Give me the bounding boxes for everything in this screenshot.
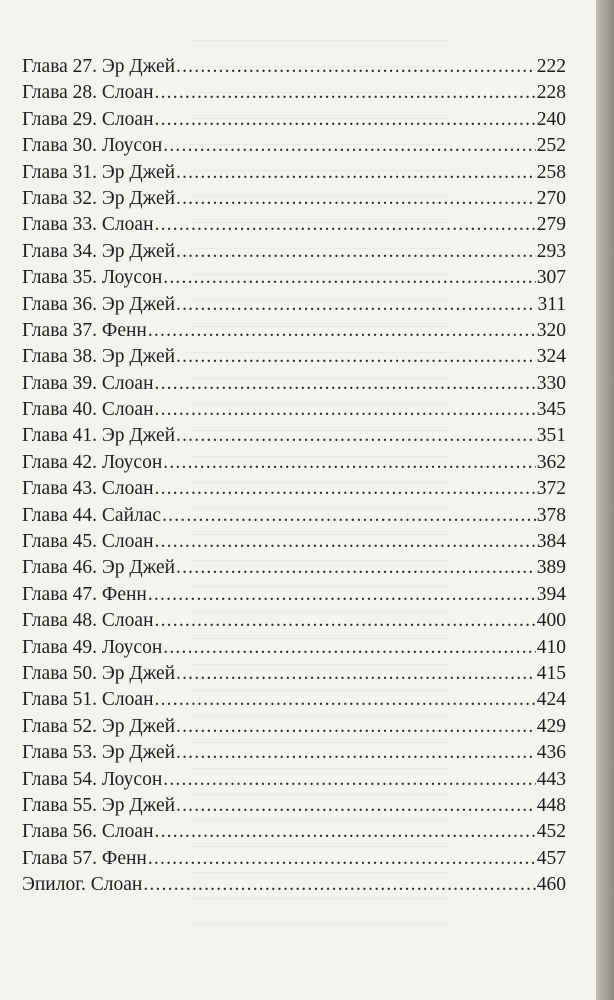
toc-entry (22, 425, 566, 451)
toc-entry-title: Глава 35. Лоусон (22, 267, 163, 289)
toc-entry-page-number: 307 (536, 267, 566, 289)
toc-entry-title: Глава 42. Лоусон (22, 451, 163, 473)
toc-dot-leader (176, 56, 536, 78)
toc-entry-title: Глава 54. Лоусон (22, 768, 163, 790)
toc-dot-leader (163, 769, 535, 791)
toc-entry-page-number: 330 (536, 372, 566, 394)
toc-entry-page-number: 320 (536, 319, 566, 341)
toc-dot-leader (176, 716, 536, 738)
toc-entry (22, 267, 566, 293)
toc-entry (22, 135, 566, 161)
toc-entry (22, 716, 566, 742)
toc-entry-page-number: 443 (536, 768, 566, 790)
toc-dot-leader (155, 610, 536, 632)
toc-entry-title: Глава 44. Сайлас (22, 504, 162, 526)
toc-entry-title: Глава 39. Слоан (22, 372, 154, 394)
toc-dot-leader (176, 188, 536, 210)
toc-entry-page-number: 252 (536, 135, 566, 157)
toc-entry-title: Глава 50. Эр Джей (22, 662, 176, 684)
toc-entry (22, 109, 566, 135)
toc-entry-title: Глава 47. Фенн (22, 583, 147, 605)
toc-entry-page-number: 452 (536, 821, 566, 843)
toc-entry-title: Глава 31. Эр Джей (22, 161, 176, 183)
toc-entry-title: Глава 40. Слоан (22, 399, 154, 421)
toc-entry (22, 399, 566, 425)
toc-dot-leader (176, 162, 536, 184)
toc-dot-leader (148, 848, 536, 870)
toc-entry (22, 742, 566, 768)
toc-entry (22, 373, 566, 399)
toc-entry (22, 663, 566, 689)
toc-entry-page-number: 240 (536, 108, 566, 130)
toc-entry-title: Эпилог. Слоан (22, 874, 143, 896)
toc-entry-page-number: 270 (536, 187, 566, 209)
toc-dot-leader (155, 373, 536, 395)
toc-entry-page-number: 415 (536, 662, 566, 684)
toc-dot-leader (143, 874, 535, 896)
toc-entry-title: Глава 33. Слоан (22, 214, 154, 236)
toc-entry-page-number: 324 (536, 346, 566, 368)
toc-dot-leader (176, 425, 536, 447)
toc-entry-page-number: 436 (536, 742, 566, 764)
toc-dot-leader (176, 557, 536, 579)
toc-dot-leader (155, 689, 536, 711)
toc-dot-leader (163, 452, 535, 474)
toc-dot-leader (176, 742, 536, 764)
toc-entry (22, 531, 566, 557)
toc-entry-title: Глава 28. Слоан (22, 82, 154, 104)
toc-dot-leader (163, 637, 535, 659)
page-edge-shadow (596, 0, 614, 1000)
toc-entry-page-number: 457 (536, 847, 566, 869)
toc-entry (22, 214, 566, 240)
toc-dot-leader (176, 346, 536, 368)
toc-entry-page-number: 424 (536, 689, 566, 711)
toc-entry-page-number: 258 (536, 161, 566, 183)
toc-entry-title: Глава 45. Слоан (22, 531, 154, 553)
toc-entry-page-number: 410 (536, 636, 566, 658)
toc-dot-leader (155, 214, 536, 236)
toc-entry-title: Глава 46. Эр Джей (22, 557, 176, 579)
toc-entry (22, 56, 566, 82)
toc-entry-page-number: 362 (536, 451, 566, 473)
toc-entry-page-number: 345 (536, 399, 566, 421)
toc-entry-title: Глава 56. Слоан (22, 821, 154, 843)
toc-entry (22, 320, 566, 346)
toc-entry (22, 637, 566, 663)
toc-entry (22, 294, 566, 320)
toc-dot-leader (148, 320, 536, 342)
toc-entry-title: Глава 57. Фенн (22, 847, 147, 869)
table-of-contents (22, 56, 566, 901)
toc-entry (22, 557, 566, 583)
toc-entry (22, 478, 566, 504)
toc-entry (22, 821, 566, 847)
toc-entry (22, 584, 566, 610)
toc-dot-leader (155, 82, 536, 104)
toc-entry-page-number: 222 (536, 56, 566, 77)
toc-entry-page-number: 279 (536, 214, 566, 236)
toc-entry (22, 610, 566, 636)
toc-entry-title: Глава 51. Слоан (22, 689, 154, 711)
toc-entry (22, 689, 566, 715)
toc-entry (22, 505, 566, 531)
toc-entry-page-number: 228 (536, 82, 566, 104)
toc-dot-leader (162, 505, 536, 527)
toc-entry-page-number: 293 (536, 240, 566, 262)
toc-dot-leader (176, 294, 536, 316)
toc-entry-page-number: 351 (536, 425, 566, 447)
toc-dot-leader (163, 135, 535, 157)
toc-entry (22, 162, 566, 188)
toc-entry-title: Глава 43. Слоан (22, 478, 154, 500)
toc-dot-leader (176, 241, 536, 263)
toc-entry-title: Глава 30. Лоусон (22, 135, 163, 157)
toc-entry-title: Глава 52. Эр Джей (22, 715, 176, 737)
toc-entry (22, 874, 566, 900)
toc-dot-leader (155, 478, 536, 500)
toc-entry-page-number: 372 (536, 478, 566, 500)
toc-entry-title: Глава 29. Слоан (22, 108, 154, 130)
toc-dot-leader (148, 584, 536, 606)
toc-entry-title: Глава 55. Эр Джей (22, 794, 176, 816)
toc-entry-page-number: 311 (537, 293, 566, 315)
toc-dot-leader (176, 795, 536, 817)
toc-entry-page-number: 389 (536, 557, 566, 579)
toc-entry-title: Глава 38. Эр Джей (22, 346, 176, 368)
toc-entry-page-number: 448 (536, 794, 566, 816)
toc-dot-leader (176, 663, 536, 685)
toc-entry-title: Глава 48. Слоан (22, 610, 154, 632)
toc-entry-title: Глава 53. Эр Джей (22, 742, 176, 764)
toc-entry-title: Глава 34. Эр Джей (22, 240, 176, 262)
toc-entry-page-number: 400 (536, 610, 566, 632)
toc-entry (22, 188, 566, 214)
toc-entry-title: Глава 27. Эр Джей (22, 56, 176, 77)
toc-entry-title: Глава 36. Эр Джей (22, 293, 176, 315)
toc-entry-title: Глава 37. Фенн (22, 319, 147, 341)
toc-dot-leader (155, 109, 536, 131)
toc-entry-page-number: 384 (536, 531, 566, 553)
toc-entry-page-number: 460 (536, 874, 566, 896)
toc-dot-leader (163, 267, 535, 289)
toc-dot-leader (155, 821, 536, 843)
toc-entry (22, 848, 566, 874)
toc-entry (22, 82, 566, 108)
toc-dot-leader (155, 531, 536, 553)
toc-entry-title: Глава 49. Лоусон (22, 636, 163, 658)
toc-entry (22, 241, 566, 267)
toc-entry-title: Глава 32. Эр Джей (22, 187, 176, 209)
toc-entry-page-number: 378 (536, 504, 566, 526)
toc-entry (22, 769, 566, 795)
toc-entry-title: Глава 41. Эр Джей (22, 425, 176, 447)
toc-entry-page-number: 394 (536, 583, 566, 605)
toc-dot-leader (155, 399, 536, 421)
toc-entry (22, 346, 566, 372)
toc-entry-page-number: 429 (536, 715, 566, 737)
toc-entry (22, 452, 566, 478)
toc-entry (22, 795, 566, 821)
